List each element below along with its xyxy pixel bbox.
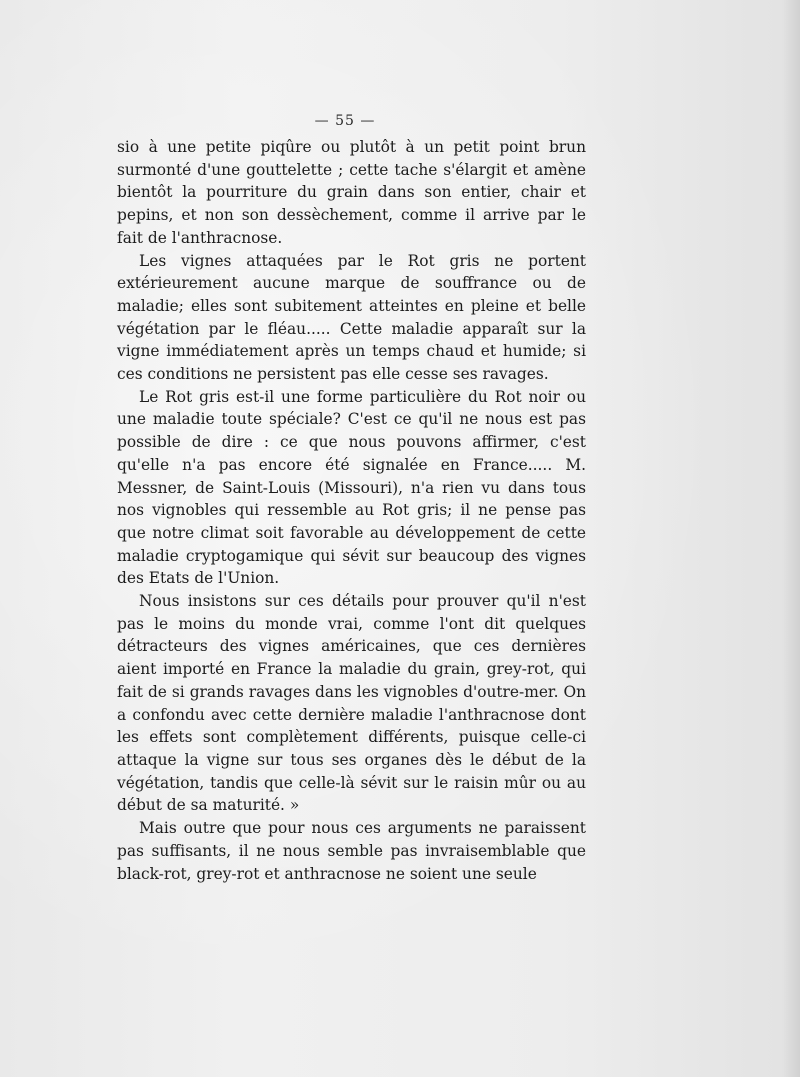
paragraph-4: Nous insistons sur ces détails pour prouver qu'il n'est pas le moins du monde vrai, comme l'ont dit quelques détracteurs des vignes américaines, que ces dernières aient importé en France la maladie du grain, grey-rot, qui fait de si grands ravages dans les vignobles d'outre-mer. On a confondu avec cette dernière maladie l'anthracnose dont les effets sont complètement différents, puisque celle-ci attaque la vigne sur tous ses organes dès le début de la végétation, tandis que celle-là sévit sur le raisin mûr ou au début de sa maturité. » bbox=[117, 592, 586, 815]
paragraph-5: Mais outre que pour nous ces arguments ne paraissent pas suffisants, il ne nous semble pas invraisemblable que black-rot, grey-rot et anthracnose ne soient une seule bbox=[117, 819, 586, 883]
paragraph-3: Le Rot gris est-il une forme particulière du Rot noir ou une maladie toute spéciale? C'est ce qu'il ne nous est pas possible de dire : ce que nous pouvons affirmer, c'est qu'elle n'a pas encore été signalée en France..... M. Messner, de Saint-Louis (Missouri), n'a rien vu dans tous nos vignobles qui ressemble au Rot gris; il ne pense pas que notre climat soit favorable au développement de cette maladie cryptogamique qui sévit sur beaucoup des vignes des Etats de l'Union. bbox=[117, 387, 586, 588]
body-text bbox=[117, 136, 586, 885]
page-number: — 55 — bbox=[314, 113, 376, 129]
paragraph-2: Les vignes attaquées par le Rot gris ne portent extérieurement aucune marque de souffrance ou de maladie; elles sont subitement atteintes en pleine et belle végétation par le fléau..... Cette maladie apparaît sur la vigne immédiatement après un temps chaud et humide; si ces conditions ne persistent pas elle cesse ses ravages. bbox=[117, 251, 586, 384]
page-edge-shadow bbox=[782, 0, 800, 1077]
paragraph-1: sio à une petite piqûre ou plutôt à un petit point brun surmonté d'une gouttelette ; cette tache s'élargit et amène bientôt la pourriture du grain dans son entier, chair et pepins, et non son dessèchement, comme il arrive par le fait de l'anthracnose. bbox=[117, 138, 586, 247]
